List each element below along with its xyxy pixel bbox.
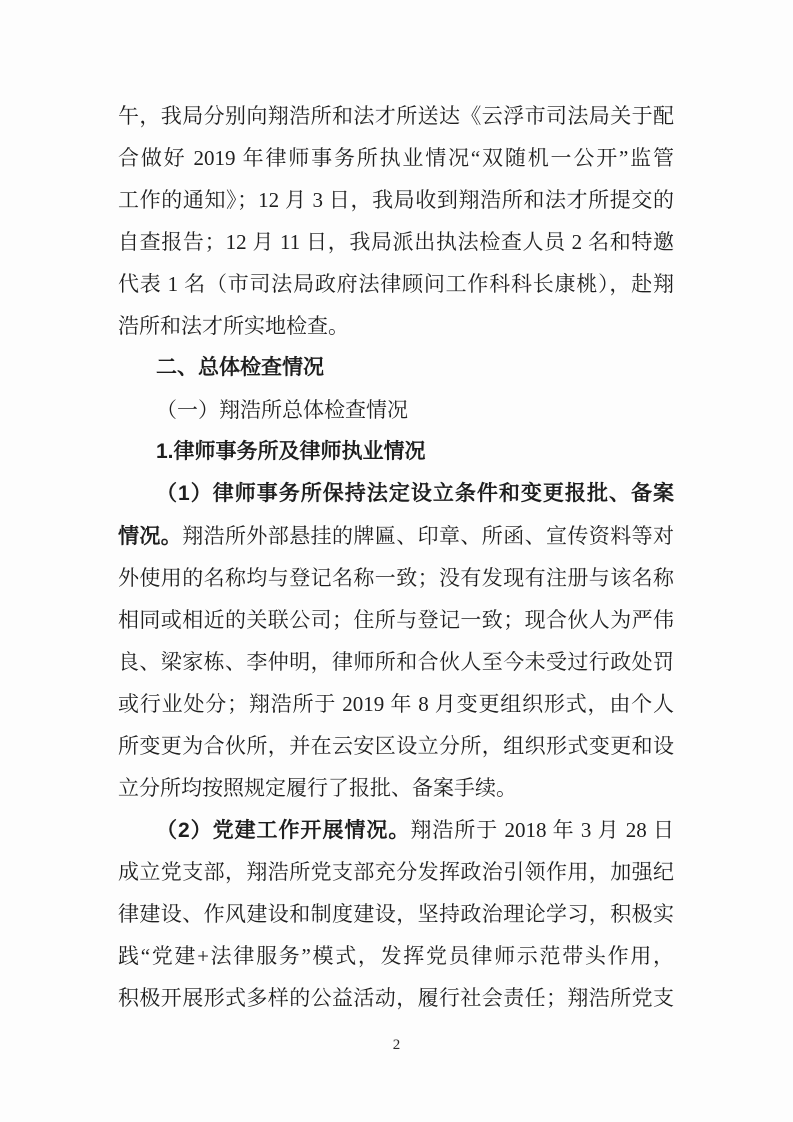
- item-heading: 1.律师事务所及律师执业情况: [156, 440, 426, 463]
- text-line-bold-lead: （1）律师事务所保持法定设立条件和变更报批、备案: [156, 482, 674, 505]
- text-line: 良、梁家栋、李仲明，律师所和合伙人至今未受过行政处罚: [118, 650, 674, 674]
- text-line: 立分所均按照规定履行了报批、备案手续。: [118, 776, 517, 800]
- text-line: [118, 809, 674, 851]
- section-heading: 二、总体检查情况: [156, 356, 324, 379]
- text-line: 自查报告；12 月 11 日，我局派出执法检查人员 2 名和特邀: [118, 230, 674, 254]
- text-run: 翔浩所于 2018 年 3 月 28 日: [410, 818, 674, 842]
- text-line: [118, 515, 674, 557]
- text-run: 翔浩所外部悬挂的牌匾、印章、所函、宣传资料等对: [182, 524, 675, 548]
- paragraph-item-1: [118, 473, 674, 809]
- text-line: 相同或相近的关联公司；住所与登记一致；现合伙人为严伟: [118, 608, 674, 632]
- paragraph-item-2: [118, 809, 674, 1019]
- text-line: 外使用的名称均与登记名称一致；没有发现有注册与该名称: [118, 566, 674, 590]
- text-line: 浩所和法才所实地检查。: [118, 314, 349, 338]
- text-line: 律建设、作风建设和制度建设，坚持政治理论学习，积极实: [118, 902, 674, 926]
- bold-run: 情况。: [118, 525, 183, 548]
- text-line: 践“党建+法律服务”模式，发挥党员律师示范带头作用，: [118, 944, 674, 968]
- text-line: 成立党支部，翔浩所党支部充分发挥政治引领作用，加强纪: [118, 860, 674, 884]
- text-line: 所变更为合伙所，并在云安区设立分所，组织形式变更和设: [118, 734, 674, 758]
- text-line: 工作的通知》；12 月 3 日，我局收到翔浩所和法才所提交的: [118, 188, 674, 212]
- text-line: 积极开展形式多样的公益活动，履行社会责任；翔浩所党支: [118, 986, 674, 1010]
- text-line: 或行业处分；翔浩所于 2019 年 8 月变更组织形式，由个人: [118, 692, 674, 716]
- bold-run: （2）党建工作开展情况。: [156, 819, 411, 842]
- text-line: 午，我局分别向翔浩所和法才所送达《云浮市司法局关于配: [118, 104, 674, 128]
- text-line: 合做好 2019 年律师事务所执业情况“双随机一公开”监管: [118, 146, 674, 170]
- paragraph-continuation: [118, 95, 674, 347]
- text-block: [118, 95, 674, 1019]
- text-line: 代表 1 名（市司法局政府法律顾问工作科科长康桃），赴翔: [118, 272, 674, 296]
- subsection-heading: （一）翔浩所总体检查情况: [156, 398, 408, 422]
- page-number: 2: [392, 1037, 401, 1053]
